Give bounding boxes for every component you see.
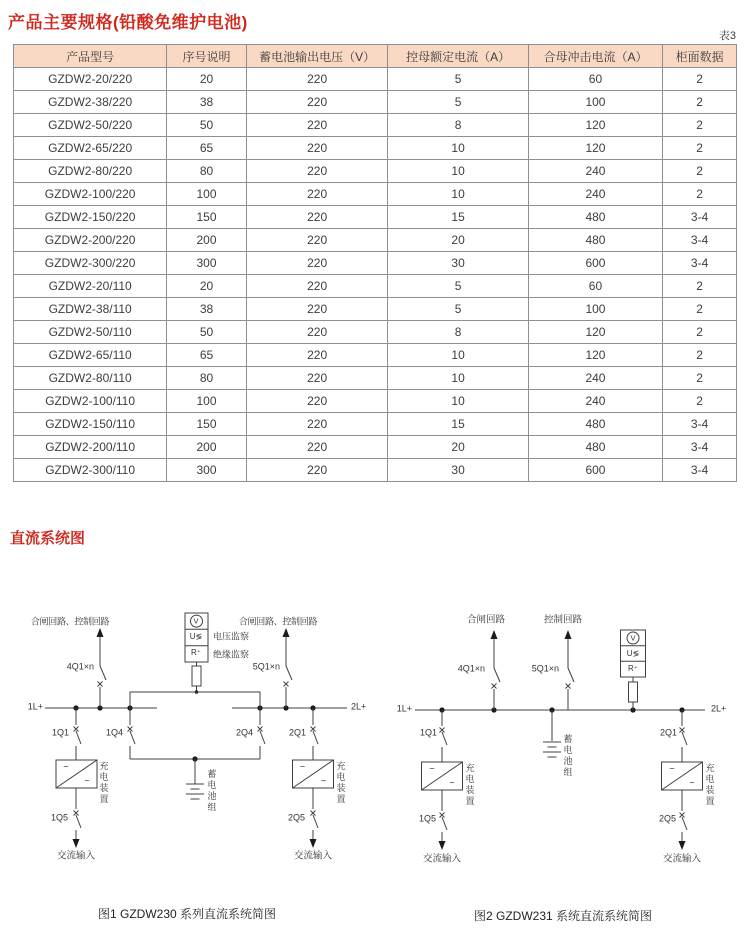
voltmeter-icon: V [193, 616, 199, 626]
table-number-tag: 表3 [718, 30, 736, 42]
charger-box-left [56, 760, 97, 788]
charger-right-label: 充电装置 [704, 763, 715, 807]
control-circuit-label: 控制回路 [543, 614, 583, 626]
feeder-switch-4q1 [97, 628, 107, 708]
header-row [14, 45, 737, 68]
table-cell: 10 [388, 344, 528, 367]
feeder-switch-4q1 [491, 630, 501, 710]
table-cell: 5 [388, 298, 528, 321]
table-cell: 100 [167, 183, 247, 206]
table-cell: 220 [246, 459, 388, 482]
feeder-switch-5q1 [283, 628, 293, 708]
breaker-2q1-switch [680, 710, 688, 762]
breaker-1q4-switch [128, 708, 136, 759]
table-cell: GZDW2-300/220 [14, 252, 167, 275]
table-cell: GZDW2-80/220 [14, 160, 167, 183]
table-cell: 20 [167, 68, 247, 91]
voltmeter-icon: V [630, 633, 636, 643]
voltage-monitor-label: 电压监察 [213, 631, 250, 642]
closing-circuit-label: 合闸回路 [466, 614, 506, 626]
table-cell: GZDW2-150/110 [14, 413, 167, 436]
table-cell: 10 [388, 183, 528, 206]
table-row [14, 252, 737, 275]
diagram1-linework [0, 598, 375, 938]
table-cell: 2 [663, 344, 737, 367]
charger-left-label: 充电装置 [98, 761, 109, 805]
table-row [14, 114, 737, 137]
table-cell: 220 [246, 298, 388, 321]
rectifier-minus-sign: − [63, 761, 69, 772]
table-cell: 120 [528, 137, 662, 160]
insulation-monitor-label: 绝缘监察 [213, 649, 250, 660]
table-row [14, 91, 737, 114]
bus-2l-label: 2L+ [711, 703, 727, 714]
table-cell: GZDW2-50/110 [14, 321, 167, 344]
table-cell: 10 [388, 160, 528, 183]
table-cell: 3-4 [663, 459, 737, 482]
table-cell: 220 [246, 275, 388, 298]
table-cell: 50 [167, 321, 247, 344]
charger-left-label: 充电装置 [464, 763, 475, 807]
feeder-switch-5q1 [565, 630, 575, 710]
spec-table [13, 44, 737, 482]
table-cell: 20 [388, 436, 528, 459]
switch-5q1-label: 5Q1×n [531, 663, 559, 674]
table-cell: 480 [528, 229, 662, 252]
table-cell: 80 [167, 367, 247, 390]
table-cell: 240 [528, 183, 662, 206]
table-cell: 220 [246, 206, 388, 229]
fuse-icon [629, 677, 638, 710]
table-cell: 65 [167, 344, 247, 367]
table-cell: 120 [528, 321, 662, 344]
table-row [14, 321, 737, 344]
table-cell: 60 [528, 68, 662, 91]
rectifier-ac-sign: ~ [84, 775, 90, 786]
table-cell: 240 [528, 367, 662, 390]
battery-group-label: 蓄电池组 [206, 769, 217, 813]
closing-control-circuit-label: 合闸回路、控制回路 [238, 616, 318, 627]
table-cell: 2 [663, 275, 737, 298]
breaker-1q5-label: 1Q5 [418, 813, 436, 824]
ac-input-label: 交流输入 [422, 853, 462, 865]
table-cell: 220 [246, 137, 388, 160]
table-cell: 15 [388, 206, 528, 229]
table-row [14, 459, 737, 482]
breaker-2q1-label: 2Q1 [659, 727, 677, 738]
table-cell: GZDW2-150/220 [14, 206, 167, 229]
rectifier-ac-sign: ~ [689, 777, 695, 788]
table-cell: 3-4 [663, 436, 737, 459]
table-cell: 120 [528, 114, 662, 137]
table-row [14, 413, 737, 436]
breaker-1q1-switch [74, 708, 82, 760]
table-cell: 8 [388, 321, 528, 344]
battery-connector [130, 756, 260, 784]
table-cell: 30 [388, 252, 528, 275]
breaker-2q1-switch [311, 708, 319, 760]
table-cell: 2 [663, 321, 737, 344]
table-cell: 220 [246, 229, 388, 252]
dc-bus [415, 707, 705, 712]
table-cell: 220 [246, 91, 388, 114]
table-cell: 3-4 [663, 229, 737, 252]
ac-input-label: 交流输入 [56, 850, 96, 862]
table-row [14, 436, 737, 459]
table-cell: 200 [167, 436, 247, 459]
switch-4q1-label: 4Q1×n [66, 661, 94, 672]
breaker-2q4-label: 2Q4 [235, 727, 253, 738]
bus-1l-label: 1L+ [396, 703, 412, 714]
diagram2-caption: 图2 GZDW231 系统直流系统简图 [473, 909, 653, 923]
table-cell: 30 [388, 459, 528, 482]
table-cell: 220 [246, 390, 388, 413]
voltage-relay-icon: U≶ [626, 648, 640, 658]
table-cell: 200 [167, 229, 247, 252]
table-cell: 65 [167, 137, 247, 160]
table-cell: 220 [246, 252, 388, 275]
table-cell: GZDW2-65/220 [14, 137, 167, 160]
table-cell: 2 [663, 114, 737, 137]
table-cell: GZDW2-50/220 [14, 114, 167, 137]
bus-2l-label: 2L+ [351, 701, 367, 712]
breaker-2q1-label: 2Q1 [288, 727, 306, 738]
table-cell: 300 [167, 459, 247, 482]
table-cell: GZDW2-200/110 [14, 436, 167, 459]
ac-input-label: 交流输入 [662, 853, 702, 865]
table-cell: 220 [246, 160, 388, 183]
charger-right-label: 充电装置 [335, 761, 346, 805]
section-title: 直流系统图 [10, 530, 86, 547]
table-cell: 240 [528, 160, 662, 183]
table-cell: GZDW2-38/220 [14, 91, 167, 114]
table-cell: 8 [388, 114, 528, 137]
table-cell: 38 [167, 298, 247, 321]
upper-tie-connector [130, 692, 260, 708]
column-header: 柜面数据 [663, 45, 737, 68]
table-cell: 240 [528, 390, 662, 413]
table-cell: 220 [246, 436, 388, 459]
column-header: 序号说明 [167, 45, 247, 68]
table-cell: GZDW2-80/110 [14, 367, 167, 390]
table-cell: 20 [388, 229, 528, 252]
table-cell: 10 [388, 137, 528, 160]
table-cell: 3-4 [663, 413, 737, 436]
table-cell: 220 [246, 367, 388, 390]
table-cell: 15 [388, 413, 528, 436]
table-cell: 2 [663, 160, 737, 183]
rectifier-ac-sign: ~ [449, 777, 455, 788]
bus-1l-label: 1L+ [27, 701, 43, 712]
table-cell: 3-4 [663, 206, 737, 229]
charger-box-left [422, 762, 463, 790]
table-cell: 220 [246, 413, 388, 436]
table-row [14, 68, 737, 91]
table-cell: GZDW2-100/110 [14, 390, 167, 413]
table-cell: 2 [663, 183, 737, 206]
spec-table-header [14, 45, 737, 68]
table-cell: 5 [388, 275, 528, 298]
table-cell: GZDW2-20/220 [14, 68, 167, 91]
table-cell: 2 [663, 68, 737, 91]
table-cell: 480 [528, 413, 662, 436]
table-cell: 120 [528, 344, 662, 367]
table-cell: 38 [167, 91, 247, 114]
breaker-1q1-switch [440, 710, 448, 762]
table-row [14, 183, 737, 206]
table-cell: 2 [663, 367, 737, 390]
dc-bus [45, 705, 347, 710]
table-row [14, 229, 737, 252]
table-cell: 10 [388, 367, 528, 390]
table-cell: 220 [246, 114, 388, 137]
table-cell: 220 [246, 183, 388, 206]
breaker-2q4-switch [258, 708, 266, 759]
table-cell: GZDW2-300/110 [14, 459, 167, 482]
table-cell: 220 [246, 68, 388, 91]
dc-system-diagram-1 [0, 598, 375, 938]
column-header: 产品型号 [14, 45, 167, 68]
table-cell: GZDW2-65/110 [14, 344, 167, 367]
breaker-2q5-label: 2Q5 [287, 812, 305, 823]
table-row [14, 160, 737, 183]
breaker-1q1-label: 1Q1 [419, 727, 437, 738]
breaker-1q5-label: 1Q5 [50, 812, 68, 823]
table-cell: GZDW2-100/220 [14, 183, 167, 206]
rectifier-ac-sign: ~ [320, 775, 327, 786]
table-row [14, 275, 737, 298]
switch-5q1-label: 5Q1×n [252, 661, 280, 672]
table-cell: 150 [167, 413, 247, 436]
voltage-relay-icon: U≶ [189, 632, 203, 641]
table-cell: 600 [528, 252, 662, 275]
table-cell: 100 [528, 91, 662, 114]
insulation-relay-icon: R⁺ [628, 664, 638, 673]
table-cell: 480 [528, 436, 662, 459]
spec-table-body [14, 68, 737, 482]
table-cell: 2 [663, 298, 737, 321]
table-cell: GZDW2-20/110 [14, 275, 167, 298]
breaker-2q5-switch [679, 790, 688, 850]
table-cell: GZDW2-38/110 [14, 298, 167, 321]
column-header: 控母额定电流（A） [388, 45, 528, 68]
table-cell: 2 [663, 390, 737, 413]
rectifier-minus-sign: − [429, 763, 435, 774]
dc-system-diagram-2 [375, 598, 750, 938]
table-row [14, 390, 737, 413]
rectifier-minus-sign: − [299, 761, 306, 772]
breaker-1q4-label: 1Q4 [105, 727, 123, 738]
table-cell: 5 [388, 68, 528, 91]
page-title: 产品主要规格(铅酸免维护电池) [8, 13, 248, 32]
table-cell: 300 [167, 252, 247, 275]
table-cell: 220 [246, 344, 388, 367]
table-cell: 20 [167, 275, 247, 298]
breaker-2q5-switch [310, 788, 319, 848]
rectifier-minus-sign: − [669, 763, 675, 774]
column-header: 合母冲击电流（A） [528, 45, 662, 68]
table-row [14, 367, 737, 390]
breaker-2q5-label: 2Q5 [658, 813, 676, 824]
table-row [14, 298, 737, 321]
table-cell: 2 [663, 137, 737, 160]
charger-box-right [293, 760, 334, 788]
table-row [14, 137, 737, 160]
table-cell: 50 [167, 114, 247, 137]
column-header: 蓄电池输出电压（V） [246, 45, 388, 68]
table-cell: 10 [388, 390, 528, 413]
table-row [14, 344, 737, 367]
table-cell: 150 [167, 206, 247, 229]
charger-box-right [662, 762, 703, 790]
table-cell: 5 [388, 91, 528, 114]
table-cell: 60 [528, 275, 662, 298]
switch-4q1-label: 4Q1×n [457, 663, 485, 674]
battery-icon [186, 784, 204, 799]
table-cell: 100 [167, 390, 247, 413]
battery-icon [543, 742, 561, 757]
table-cell: 600 [528, 459, 662, 482]
diagram1-caption: 图1 GZDW230 系列直流系统简图 [97, 907, 277, 921]
table-cell: 3-4 [663, 252, 737, 275]
closing-control-circuit-label: 合闸回路、控制回路 [30, 616, 110, 627]
table-cell: 100 [528, 298, 662, 321]
breaker-1q5-switch [73, 788, 82, 848]
ac-input-label: 交流输入 [293, 850, 333, 862]
table-cell: 480 [528, 206, 662, 229]
battery-group-label: 蓄电池组 [562, 734, 573, 778]
fuse-icon [192, 662, 201, 694]
table-cell: GZDW2-200/220 [14, 229, 167, 252]
breaker-1q1-label: 1Q1 [51, 727, 69, 738]
breaker-1q5-switch [439, 790, 448, 850]
table-cell: 2 [663, 91, 737, 114]
table-cell: 220 [246, 321, 388, 344]
table-row [14, 206, 737, 229]
insulation-relay-icon: R⁺ [191, 648, 201, 657]
table-cell: 80 [167, 160, 247, 183]
